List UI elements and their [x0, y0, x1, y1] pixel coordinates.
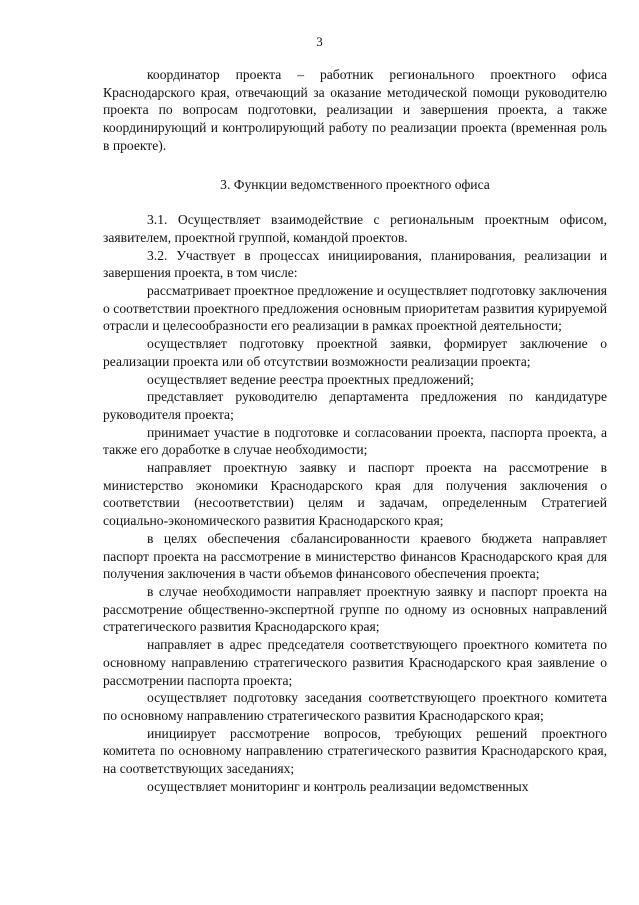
list-item: осуществляет подготовку заседания соответствующего проектного комитета по основному направлению стратегического развития Краснодарского края;: [103, 690, 607, 723]
list-item: инициирует рассмотрение вопросов, требующих решений проектного комитета по основному направлению стратегического развития Краснодарского края, на соответствующих заседаниях;: [103, 725, 607, 777]
list-item: в случае необходимости направляет проектную заявку и паспорт проекта на рассмотрение общественно-экспертной группе по одному из основных направлений стратегического развития Краснодарского края;: [103, 583, 607, 635]
list-item: принимает участие в подготовке и согласовании проекта, паспорта проекта, а также его доработке в случае необходимости;: [103, 424, 607, 458]
paragraph-3-1: 3.1. Осуществляет взаимодействие с региональным проектным офисом, заявителем, проектной группой, командой проектов.: [103, 212, 607, 245]
intro-paragraph: координатор проекта – работник регионального проектного офиса Краснодарского края, отвечающий за оказание методической помощи руководителю проекта по вопросам подготовки, реализации и завершения проекта, а также координирующий и контролирующий работу по реализации проекта (временная роль в проекте).: [103, 67, 607, 153]
list-item: рассматривает проектное предложение и осуществляет подготовку заключения о соответствии проектного предложения основным приоритетам развития курируемой отрасли и целесообразности его реализации в рамках проектной деятельности;: [103, 283, 607, 334]
list-item: осуществляет подготовку проектной заявки, формирует заключение о реализации проекта или об отсутствии возможности реализации проекта;: [103, 336, 607, 369]
page-number: 3: [316, 34, 323, 49]
list-item: осуществляет ведение реестра проектных предложений;: [147, 371, 474, 387]
paragraph-3-2: 3.2. Участвует в процессах инициирования, планирования, реализации и завершения проекта, в том числе:: [103, 247, 607, 281]
list-item: осуществляет мониторинг и контроль реализации ведомственных: [147, 778, 529, 794]
section-heading: 3. Функции ведомственного проектного офиса: [220, 176, 490, 192]
list-item: представляет руководителю департамента предложения по кандидатуре руководителя проекта;: [103, 389, 607, 422]
list-item: в целях обеспечения сбалансированности краевого бюджета направляет паспорт проекта на рассмотрение в министерство финансов Краснодарского края для получения заключения в части объемов финансового обеспечения проекта;: [103, 530, 607, 582]
page-content: [103, 66, 607, 795]
list-item: направляет проектную заявку и паспорт проекта на рассмотрение в министерство экономики Краснодарского края для получения заключения о соответствии (несоответствии) целям и задачам, определенным Стратегией социально-экономического развития Краснодарского края;: [103, 460, 607, 529]
list-item: направляет в адрес председателя соответствующего проектного комитета по основному направлению стратегического развития Краснодарского края заявление о рассмотрении паспорта проекта;: [103, 637, 607, 688]
